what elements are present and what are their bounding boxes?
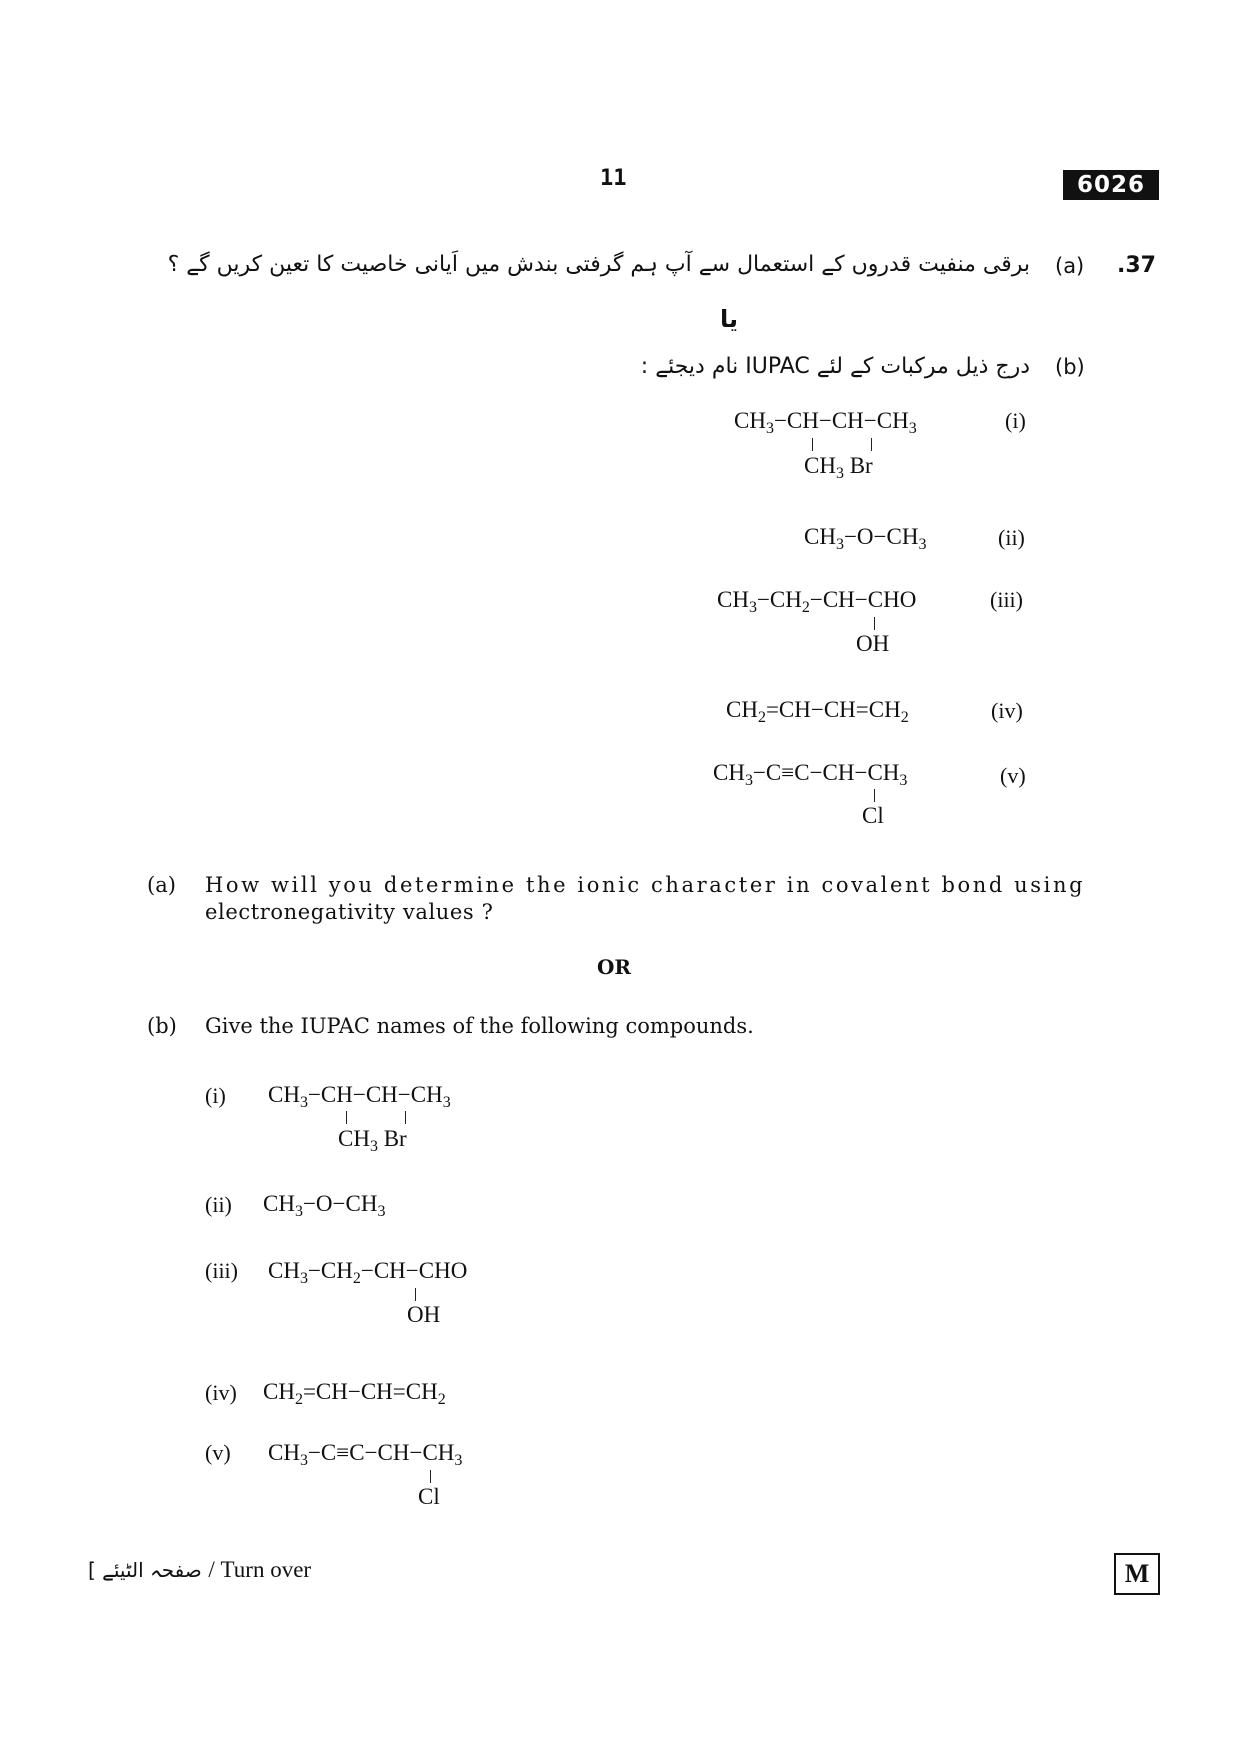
bond-line — [874, 617, 875, 630]
set-mark-badge: M — [1114, 1553, 1160, 1595]
english-compound-3: $CH_3-CH_2-CH-CHO$ — [268, 1258, 468, 1287]
bond-line — [812, 438, 813, 451]
urdu-part-a-label: (a) — [1055, 254, 1085, 278]
english-compound-5: $CH_3-C\equiv C-CH-CH_3$ — [268, 1440, 463, 1469]
urdu-compound-1: $CH_3-CH-CH-CH_3$ — [734, 408, 917, 437]
urdu-compound-3: $CH_3-CH_2-CH-CHO$ — [717, 587, 917, 616]
english-compound-1-substituents: $CH_3$ Br — [338, 1126, 407, 1155]
english-item-label-iv: (iv) — [205, 1380, 237, 1405]
urdu-compound-5: $CH_3-C\equiv C-CH-CH_3$ — [713, 760, 908, 789]
bond-line — [346, 1111, 347, 1124]
urdu-compound-5-substituent: Cl — [862, 803, 884, 828]
english-compound-3-substituent: OH — [407, 1302, 441, 1327]
urdu-item-label-i: (i) — [1005, 408, 1026, 433]
english-or-label: OR — [597, 955, 632, 979]
bond-line — [415, 1288, 416, 1301]
urdu-item-label-iv: (iv) — [991, 698, 1023, 723]
urdu-or-label: یا — [720, 305, 739, 333]
english-compound-4: $CH_2=CH-CH=CH_2$ — [263, 1379, 446, 1408]
question-number: .37 — [1117, 253, 1156, 278]
english-part-a-line2: electronegativity values ? — [205, 900, 494, 924]
english-part-b-text: Give the IUPAC names of the following compounds. — [205, 1014, 754, 1038]
urdu-part-b-text: درج ذیل مرکبات کے لئے IUPAC نام دیجئے : — [640, 354, 1030, 379]
urdu-compound-1-substituents: $CH_3$ Br — [804, 453, 873, 482]
urdu-item-label-v: (v) — [1000, 763, 1026, 788]
english-compound-1: $CH_3-CH-CH-CH_3$ — [268, 1082, 451, 1111]
paper-code-badge: 6026 — [1063, 170, 1159, 200]
bond-line — [430, 1470, 431, 1483]
english-item-label-v: (v) — [205, 1440, 231, 1465]
english-compound-5-substituent: Cl — [418, 1484, 440, 1509]
turn-over-note: [ صفحہ الٹیئے / Turn over — [88, 1557, 312, 1582]
page-number: 11 — [600, 166, 627, 191]
english-compound-2: $CH_3-O-CH_3$ — [263, 1191, 386, 1220]
urdu-item-label-iii: (iii) — [990, 587, 1023, 612]
english-part-b-label: (b) — [147, 1014, 177, 1038]
english-part-a-line1: How will you determine the ionic character in covalent bond using — [205, 873, 1086, 897]
english-part-a-label: (a) — [147, 873, 176, 897]
bond-line — [874, 789, 875, 802]
urdu-part-a-text: برقی منفیت قدروں کے استعمال سے آپ ہم گرفتی بندش میں اَیانی خاصیت کا تعین کریں گے ؟ — [167, 252, 1030, 277]
urdu-compound-4: $CH_2=CH-CH=CH_2$ — [726, 697, 909, 726]
english-item-label-ii: (ii) — [205, 1192, 232, 1217]
urdu-part-b-label: (b) — [1055, 355, 1085, 379]
urdu-item-label-ii: (ii) — [998, 525, 1025, 550]
bond-line — [405, 1111, 406, 1124]
bond-line — [871, 438, 872, 451]
urdu-compound-3-substituent: OH — [856, 631, 890, 656]
urdu-compound-2: $CH_3-O-CH_3$ — [804, 524, 927, 553]
english-item-label-i: (i) — [205, 1083, 226, 1108]
english-item-label-iii: (iii) — [205, 1258, 238, 1283]
